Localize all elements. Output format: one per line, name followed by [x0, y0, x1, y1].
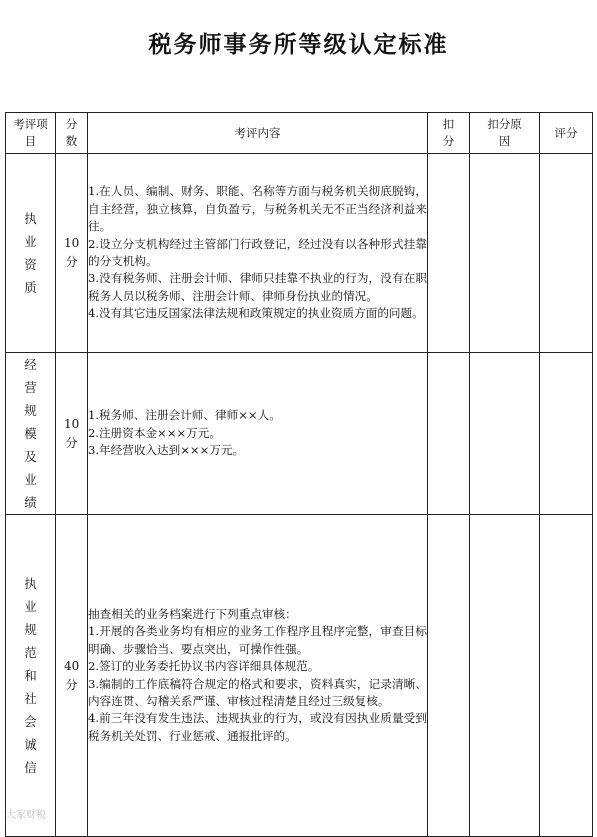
standards-table: [5, 112, 593, 837]
content-cell: [88, 515, 428, 837]
table-row: [6, 515, 593, 837]
score-cell: [56, 515, 88, 837]
rating-cell: [540, 515, 593, 837]
header-deduct: 扣分: [428, 113, 470, 154]
header-reason: 扣分原因: [470, 113, 540, 154]
item-cell: [6, 154, 56, 353]
content-line: 4.没有其它违反国家法律法规和政策规定的执业资质方面的问题。: [88, 306, 424, 321]
deduct-cell: [428, 154, 470, 353]
rating-cell: [540, 353, 593, 515]
watermark: 大家财税: [6, 810, 46, 821]
deduct-cell: [428, 353, 470, 515]
content-line: 1.税务师、注册会计师、律师××人。: [88, 408, 281, 423]
deduct-cell: [428, 515, 470, 837]
content-line: 3.年经营收入达到×××万元。: [88, 443, 245, 458]
header-rating: 评分: [540, 113, 593, 154]
content-line: 3.编制的工作底稿符合规定的格式和要求，资料真实，记录清晰、内容连贯、勾稽关系严谨、审核过程清楚且经过三级复核。: [88, 676, 427, 708]
page-title: 税务师事务所等级认定标准: [148, 32, 449, 58]
header-content: 考评内容: [88, 113, 428, 154]
score-value: 10分: [64, 236, 80, 269]
reason-cell: [470, 154, 540, 353]
content-line: 1.开展的各类业务均有相应的业务工作程序且程序完整，审查目标明确、步骤恰当、要点突出，可操作性强。: [88, 624, 427, 656]
item-label: 执业资质: [24, 211, 37, 295]
item-cell: [6, 353, 56, 515]
content-cell: [88, 353, 428, 515]
item-cell: [6, 515, 56, 837]
item-label: 执业规范和社会诚信: [24, 576, 37, 775]
content-cell: [88, 154, 428, 353]
score-value: 10分: [64, 416, 80, 450]
reason-cell: [470, 353, 540, 515]
content-line: 3.没有税务师、注册会计师、律师只挂靠不执业的行为，没有在职税务人员以税务师、注册会计师、律师身份执业的情况。: [88, 271, 427, 303]
header-item: 考评项目: [6, 113, 56, 154]
content-line: 1.在人员、编制、财务、职能、名称等方面与税务机关彻底脱钩，自主经营，独立核算，自负盈亏，与税务机关无不正当经济利益来往。: [88, 184, 427, 234]
score-value: 40分: [64, 658, 80, 692]
content-line: 2.设立分支机构经过主管部门行政登记，经过没有以各种形式挂靠的分支机构。: [88, 236, 427, 268]
header-row: [6, 113, 593, 154]
content-line: 4.前三年没有发生违法、违规执业的行为，或没有因执业质量受到税务机关处罚、行业惩戒、通报批评的。: [88, 711, 427, 743]
table-row: [6, 154, 593, 353]
table-row: [6, 353, 593, 515]
reason-cell: [470, 515, 540, 837]
content-line: 抽查相关的业务档案进行下列重点审核：: [88, 606, 297, 621]
item-label: 经营规模及业绩: [24, 357, 37, 510]
content-line: 2.签订的业务委托协议书内容详细具体规范。: [88, 659, 320, 674]
rating-cell: [540, 154, 593, 353]
content-line: 2.注册资本金×××万元。: [88, 425, 221, 440]
score-cell: [56, 154, 88, 353]
score-cell: [56, 353, 88, 515]
header-score: 分数: [56, 113, 88, 154]
